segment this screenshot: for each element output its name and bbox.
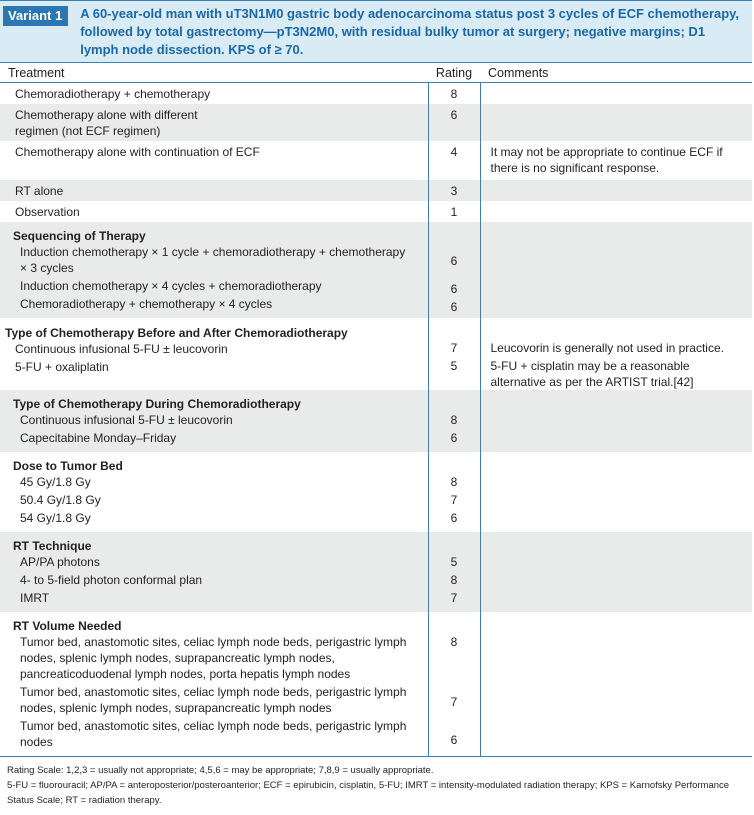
comment-value: Leucovorin is generally not used in practice. [490,341,724,355]
comment-cell: It may not be appropriate to continue ECF if there is no significant response. [490,145,723,175]
section-row-dose [0,452,752,532]
footnotes [0,756,752,808]
rating-value: 6 [450,300,458,314]
rating-cell: 4 [428,141,480,180]
table-row [0,141,752,180]
table-row [0,201,752,222]
section-item-label: IMRT [20,591,50,605]
section-title: Sequencing of Therapy [13,229,146,243]
rating-cell: 3 [428,180,480,201]
variant-badge: Variant 1 [3,6,68,26]
section-title: RT Technique [13,539,92,553]
variant-title: A 60-year-old man with uT3N1M0 gastric body adenocarcinoma status post 3 cycles of ECF chemotherapy, followed by total gastrectomy—pT3N2M0, with residual bulky tumor at surgery; negative margins; D1 lymph node dissection. KPS of ≥ 70. [80,6,740,57]
section-item-label: Tumor bed, anastomotic sites, celiac lymph node beds, perigastric lymph nodes, splenic lymph nodes, suprapancreatic lymph nodes, pancreaticoduodenal lymph nodes, porta hepatis lymph nodes [20,635,407,681]
table-row [0,104,752,141]
column-header-rating: Rating [428,63,480,83]
rating-value: 6 [450,733,458,747]
section-row-sequencing [0,222,752,318]
section-item-label: Tumor bed, anastomotic sites, celiac lymph node beds, perigastric lymph nodes [20,719,407,749]
comment-cell [480,104,752,141]
comment-cell [480,83,752,105]
treatment-cell: RT alone [0,180,428,201]
section-row-chemo-during [0,390,752,452]
rating-value: 8 [450,635,458,649]
rating-value: 5 [450,555,458,569]
rating-cell: 8 [428,83,480,105]
rating-value: 7 [450,341,458,355]
treatment-cell: Chemoradiotherapy + chemotherapy [15,87,211,101]
rating-value: 6 [450,254,458,268]
section-item-label: 54 Gy/1.8 Gy [20,511,91,525]
rating-value: 8 [450,573,458,587]
table-row [0,83,752,105]
abbreviations-note: 5-FU = fluorouracil; AP/PA = anteroposterior/posteroanterior; ECF = epirubicin, cisplatin, 5-FU; IMRT = intensity-modulated radiation therapy; KPS = Karnofsky Performance Status Scale; RT = radiation therapy. [7,780,730,806]
section-title: Dose to Tumor Bed [13,459,123,473]
ratings-table [0,62,752,756]
section-item-label: Induction chemotherapy × 4 cycles + chemoradiotherapy [20,279,322,293]
section-item-label: Induction chemotherapy × 1 cycle + chemoradiotherapy + chemotherapy × 3 cycles [20,245,406,275]
section-item-label: Tumor bed, anastomotic sites, celiac lymph node beds, perigastric lymph nodes, splenic lymph nodes, suprapancreatic lymph nodes [20,685,407,715]
rating-value: 5 [450,359,458,373]
column-header-comments: Comments [480,63,752,83]
rating-scale-note: Rating Scale: 1,2,3 = usually not appropriate; 4,5,6 = may be appropriate; 7,8,9 = usually appropriate. [7,765,434,776]
rating-cell: 1 [428,201,480,222]
table-row [0,180,752,201]
treatment-cell: Chemotherapy alone with continuation of ECF [15,145,260,159]
rating-value: 6 [450,282,458,296]
section-item-label: AP/PA photons [20,555,100,569]
section-item-label: Continuous infusional 5-FU ± leucovorin [15,342,228,356]
section-item-label: 4- to 5-field photon conformal plan [20,573,203,587]
rating-value: 7 [450,591,458,605]
section-item-label: Chemoradiotherapy + chemotherapy × 4 cycles [20,297,273,311]
section-item-label: 50.4 Gy/1.8 Gy [20,493,101,507]
section-title: Type of Chemotherapy Before and After Chemoradiotherapy [5,326,348,340]
treatment-cell: Chemotherapy alone with different regimen (not ECF regimen) [0,104,428,141]
section-title: Type of Chemotherapy During Chemoradiotherapy [13,397,301,411]
variant-header [0,0,752,62]
section-row-rt-technique [0,532,752,612]
rating-value: 6 [450,511,458,525]
section-item-label: 45 Gy/1.8 Gy [20,475,91,489]
rating-value: 8 [450,413,458,427]
section-item-label: Capecitabine Monday–Friday [20,431,177,445]
column-header-treatment: Treatment [0,63,428,83]
section-row-rt-volume [0,612,752,756]
treatment-cell: Observation [15,205,80,219]
column-header-row [0,63,752,83]
comment-value: 5-FU + cisplatin may be a reasonable alternative as per the ARTIST trial.[42] [490,359,694,389]
rating-value: 6 [450,431,458,445]
section-title: RT Volume Needed [13,619,122,633]
section-row-chemo-before-after [0,318,752,390]
rating-value: 7 [450,493,458,507]
rating-value: 8 [450,475,458,489]
comment-cell [480,180,752,201]
comment-cell [480,201,752,222]
rating-value: 7 [450,695,458,709]
section-item-label: Continuous infusional 5-FU ± leucovorin [20,413,233,427]
rating-cell: 6 [428,104,480,141]
section-item-label: 5-FU + oxaliplatin [15,360,109,374]
